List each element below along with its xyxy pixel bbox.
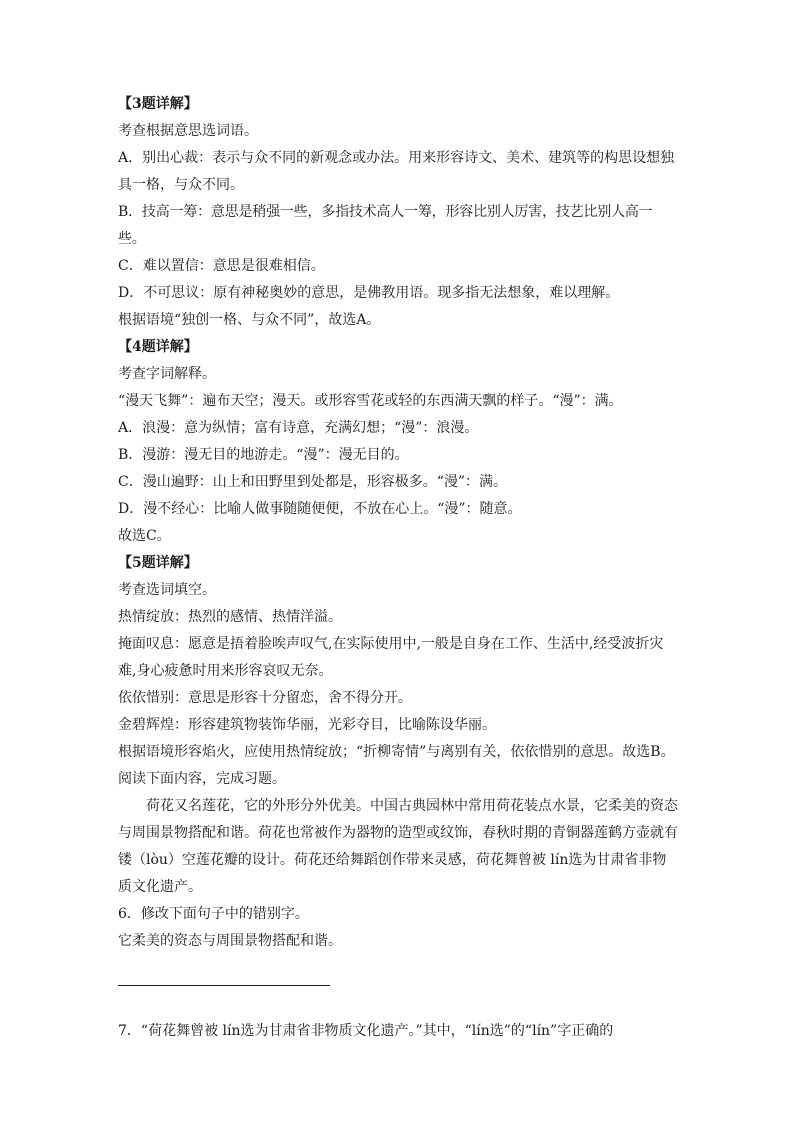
section-3-option-a: A．别出心裁：表示与众不同的新观念或办法。用来形容诗文、美术、建筑等的构思设想独具一格，与众不同。 — [118, 150, 675, 193]
question-7-prompt: 7．“荷花舞曾被 lín选为甘肃省非物质文化遗产。”其中，“lín选”的“lín”字正确的 — [118, 1023, 614, 1039]
section-3-option-c: C．难以置信：意思是很难相信。 — [118, 258, 325, 274]
document-body — [118, 91, 680, 955]
section-5-intro: 考查选词填空。 — [118, 582, 216, 598]
section-4-heading: 【4题详解】 — [118, 339, 198, 355]
section-4-option-c: C．漫山遍野：山上和田野里到处都是，形容极多。“漫”：满。 — [118, 474, 508, 490]
section-4-conclusion: 故选C。 — [118, 528, 171, 544]
reading-instruction: 阅读下面内容，完成习题。 — [118, 771, 286, 787]
question-6-prompt: 6．修改下面句子中的错别字。 — [118, 906, 309, 922]
section-4-option-d: D．漫不经心：比喻人做事随随便便，不放在心上。“漫”：随意。 — [118, 501, 522, 517]
section-5-heading: 【5题详解】 — [118, 555, 198, 571]
section-5-word-3: 依依惜别：意思是形容十分留恋，舍不得分开。 — [118, 690, 412, 706]
section-5-word-1: 热情绽放：热烈的感情、热情洋溢。 — [118, 609, 342, 625]
section-3-intro: 考查根据意思选词语。 — [118, 123, 258, 139]
section-5-word-4: 金碧辉煌：形容建筑物装饰华丽，光彩夺目，比喻陈设华丽。 — [118, 717, 496, 733]
section-4-intro: 考查字词解释。 — [118, 366, 216, 382]
section-3-option-d: D．不可思议：原有神秘奥妙的意思，是佛教用语。现多指无法想象，难以理解。 — [118, 285, 620, 301]
section-4-definition: “漫天飞舞”：遍布天空；漫天。或形容雪花或轻的东西满天飘的样子。“漫”：满。 — [118, 393, 623, 409]
section-4-option-a: A．浪漫：意为纵情；富有诗意，充满幻想；“漫”：浪漫。 — [118, 420, 479, 436]
question-6-sentence: 它柔美的资态与周围景物搭配和谐。 — [118, 933, 342, 949]
section-4-option-b: B．漫游：漫无目的地游走。“漫”：漫无目的。 — [118, 447, 409, 463]
section-5-word-2: 掩面叹息：愿意是捂着脸唉声叹气,在实际使用中,一般是自身在工作、生活中,经受波折灾难,身心疲惫时用来形容哀叹无奈。 — [118, 636, 664, 679]
section-3-option-b: B．技高一筹：意思是稍强一些，多指技术高人一筹，形容比别人厉害，技艺比别人高一些。 — [118, 204, 653, 247]
section-3-heading: 【3题详解】 — [118, 96, 198, 112]
footnote-separator — [118, 985, 330, 986]
section-3-conclusion: 根据语境“独创一格、与众不同”，故选A。 — [118, 312, 381, 328]
section-5-conclusion: 根据语境形容焰火，应使用热情绽放；“折柳寄情”与离别有关，依依惜别的意思。故选B。 — [118, 744, 675, 760]
reading-passage: 荷花又名莲花，它的外形分外优美。中国古典园林中常用荷花装点水景，它柔美的资态与周围景物搭配和谐。荷花也常被作为器物的造型或纹饰，春秋时期的青铜器莲鹤方壶就有镂（lòu）空莲花瓣的设计。荷花还给舞蹈创作带来灵感，荷花舞曾被 lín选为甘肃省非物质文化遗产。 — [118, 798, 678, 895]
